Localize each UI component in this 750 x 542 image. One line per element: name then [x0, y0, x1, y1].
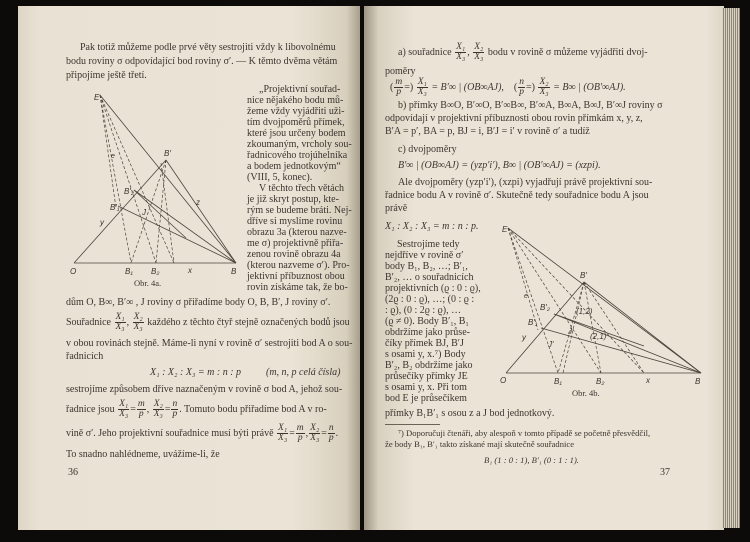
column-line: řadnicového trojúhelníka: [247, 150, 348, 161]
paragraph-line: sestrojíme způsobem dříve naznačeným v rovině σ bod A, jehož sou-: [66, 384, 343, 395]
footnote-rule: [385, 424, 440, 425]
label-B1: B₁: [125, 267, 133, 276]
label-J-prime: J′: [548, 340, 554, 349]
page-number: 37: [660, 467, 670, 478]
figure-4b: [496, 218, 712, 398]
paragraph-line: To snadno nahlédneme, uvážíme-li, že: [66, 449, 220, 460]
paragraph-line: dům O, B∞, B′∞ , J roviny σ přiřadíme body O, B, B′, J roviny σ′.: [66, 297, 331, 308]
text: každého z těchto čtyř stejně označených bodů jsou: [147, 316, 350, 328]
axis-z: [166, 160, 236, 263]
column-line: B′₂, B₂ obdržíme jako: [385, 360, 473, 371]
fraction: $\frac{\text{X₁}}{\text{X₃}}$: [115, 312, 125, 332]
label-B: B: [231, 267, 237, 276]
label-B1-prime: B′₁: [528, 318, 538, 327]
label-e: e: [111, 153, 115, 160]
column-line: je již skryt postup, kte-: [247, 194, 339, 205]
column-line: s osami y, x. Při tom: [385, 382, 467, 393]
label-point-2-1: (2,1): [590, 332, 607, 341]
label-e: e: [524, 293, 528, 300]
footnote-line: že body B₁, B′₁ takto získané mají skutečně souřadnice: [385, 439, 575, 449]
column-line: nejdříve v rovině σ′: [385, 250, 464, 261]
paragraph-line: b) přímky B∞O, B′∞O, B′∞B∞, B′∞A, B∞A, B∞J, B′∞J roviny σ: [398, 100, 663, 111]
column-line: zenou rovině obrazu 4a: [247, 249, 341, 260]
label-J: J: [142, 208, 146, 217]
label-O: O: [70, 267, 77, 276]
column-line: obrazu 3a (kterou nazve-: [247, 227, 347, 238]
equation: X₁ : X₂ : X₃ = m : n : p: [150, 367, 242, 378]
axis-y: [74, 160, 166, 263]
paragraph-line: přímky B₁B′₁ s osou z a J bod jednotkový.: [385, 408, 555, 419]
paragraph-line: vině σ′. Jeho projektivní souřadnice musí býti právě $\frac{\text{X₁}}{\text{X₃}}$ = $\frac{m}{p}$ , $\frac{\text{X₂}}{\text{X₃}}$ = $\frac{n}{p}$ .: [66, 423, 339, 443]
paragraph-line: připojíme ještě třetí.: [66, 70, 147, 81]
paragraph-line: Ale dvojpoměry (yzp′i′), (xzpi) vyjadřují právě projektivní sou-: [398, 177, 653, 188]
paragraph-line: Souřadnice $\frac{\text{X₁}}{\text{X₃}}$ , $\frac{\text{X₂}}{\text{X₃}}$ každého z těchto čtyř stejně označených bodů jsou: [66, 312, 350, 332]
label-E: E: [502, 225, 508, 234]
label-B-prime: B′: [580, 271, 587, 280]
label-E: E: [94, 93, 100, 102]
column-line: které jsou určeny bodem: [247, 128, 346, 139]
label-y: y: [100, 218, 104, 227]
column-line: dříve si myslíme rovinu: [247, 216, 343, 227]
label-B-prime: B′: [164, 149, 171, 158]
column-line: body B₁, B₂, …; B′₁,: [385, 261, 468, 272]
paragraph-line: řadnicích: [66, 351, 104, 362]
column-line: (VIII, 5, konec).: [247, 172, 313, 183]
label-B2: B₂: [151, 267, 160, 276]
equation: ( $\frac{m}{p}$ =) $\frac{\text{X₁}}{\text{X₃}}$ = B′∞ | (OB∞AJ), ( $\frac{n}{p}$ =) $\frac{\text{X₂}}{\text{X₃}}$ = B∞ | (OB′∞AJ).: [390, 77, 626, 97]
column-line: (kterou nazveme σ′). Pro-: [247, 260, 350, 271]
label-point-1-2: (1,2): [576, 307, 593, 316]
paragraph-line: Pak totiž můžeme podle prvé věty sestrojiti vždy k libovolnému: [80, 42, 336, 53]
column-line: tím dvojpoměrů přímek,: [247, 117, 345, 128]
paragraph-line: B′A = p′, BA = p, BJ = i, B′J = i′ v rovině σ′ a tudíž: [385, 126, 590, 137]
column-line: průsečíky přímky JE: [385, 371, 468, 382]
label-x: x: [188, 266, 192, 275]
column-line: : ϱ), (0 : 2ϱ : ϱ), …: [385, 305, 462, 316]
label-J: J: [568, 327, 572, 336]
label-B2-prime: B′₂: [124, 187, 134, 196]
line-EB: [100, 95, 236, 263]
paragraph-line: řadnice bodu A v rovině σ′. Skutečně tedy souřadnice bodu A jsou: [385, 190, 649, 201]
line-EB: [508, 228, 701, 373]
page-number: 36: [68, 467, 78, 478]
column-line: zkoumaným, vrcholy sou-: [247, 139, 352, 150]
column-line: Sestrojíme tedy: [397, 239, 460, 250]
column-line: bod E je průsečíkem: [385, 393, 467, 404]
label-B1-prime: B′₁: [110, 203, 120, 212]
figure-caption: Obr. 4b.: [572, 388, 600, 398]
equation: X₁ : X₂ : X₃ = m : n : p.: [385, 221, 479, 232]
column-line: „Projektivní souřad-: [259, 84, 341, 95]
column-line: rovin získáme tak, že bo-: [247, 282, 348, 293]
column-line: s osami y, x.⁷) Body: [385, 349, 466, 360]
column-line: nice nějakého bodu mů-: [247, 95, 344, 106]
label-y: y: [522, 333, 526, 342]
label-B1: B₁: [554, 377, 562, 386]
axis-y: [506, 282, 584, 373]
label-x: x: [646, 376, 650, 385]
paragraph-line: v obou rovinách stejně. Máme-li nyní v rovině σ′ sestrojiti bod A o sou-: [66, 338, 353, 349]
paragraph-line: řadnice jsou $\frac{\text{X₁}}{\text{X₃}}$ = $\frac{m}{p}$ , $\frac{\text{X₂}}{\text{X₃}}$ = $\frac{n}{p}$ . Tomuto bodu přiřadíme bod A v ro-: [66, 399, 327, 419]
column-line: a bodem jednotkovým“: [247, 161, 341, 172]
footnote-line: ⁷) Doporučuji čtenáři, aby alespoň v tomto případě se početně přesvědčil,: [398, 428, 651, 438]
text: Souřadnice: [66, 316, 111, 328]
column-line: B′₂, … o souřadnicích: [385, 272, 474, 283]
column-line: projektivních (ϱ : 0 : ϱ),: [385, 283, 481, 294]
label-B: B: [695, 377, 701, 386]
column-line: žeme vždy vyjádřiti uži-: [247, 106, 345, 117]
column-line: rým se budeme bráti. Nej-: [247, 205, 352, 216]
column-line: číky přímek BJ, B′J: [385, 338, 464, 349]
paragraph-line: poměry: [385, 66, 416, 77]
column-line: me σ) projektivně přiřa-: [247, 238, 344, 249]
column-line: obdržíme jako průse-: [385, 327, 470, 338]
paragraph-line: bodu roviny σ odpovídající bod roviny σ′. — K těmto dvěma větám: [66, 56, 338, 67]
column-line: V těchto třech větách: [259, 183, 345, 194]
label-B2-prime: B′₂: [540, 303, 550, 312]
column-line: (2ϱ : 0 : ϱ), …; (0 : ϱ :: [385, 294, 475, 305]
paragraph-line: odpovídají v projektivní příbuznosti obou rovin přímkám x, y, z,: [385, 113, 643, 124]
column-line: (ϱ ≠ 0). Body B′₁, B₁: [385, 316, 469, 327]
column-line: jektivní příbuznost obou: [247, 271, 345, 282]
equation-note: (m, n, p celá čísla): [266, 367, 341, 378]
paragraph-line: a) souřadnice $\frac{\text{X₁}}{\text{X₃}}$ , $\frac{\text{X₂}}{\text{X₃}}$ bodu v rovině σ můžeme vyjádřiti dvoj-: [398, 42, 648, 62]
figure-4a: [56, 88, 242, 288]
paragraph-line: c) dvojpoměry: [398, 144, 457, 155]
equation: B′∞ | (OB∞AJ) = (yzp′i′), B∞ | (OB′∞AJ) = (xzpi).: [398, 160, 601, 171]
label-B2: B₂: [596, 377, 605, 386]
fraction: $\frac{\text{X₂}}{\text{X₃}}$: [133, 312, 143, 332]
paragraph-line: právě: [385, 203, 408, 214]
footnote-line: B₁ (1 : 0 : 1), B′₁ (0 : 1 : 1).: [484, 455, 579, 465]
label-O: O: [500, 376, 507, 385]
page-edges: [722, 8, 740, 528]
figure-caption: Obr. 4a.: [134, 278, 162, 288]
label-z: z: [196, 198, 200, 207]
